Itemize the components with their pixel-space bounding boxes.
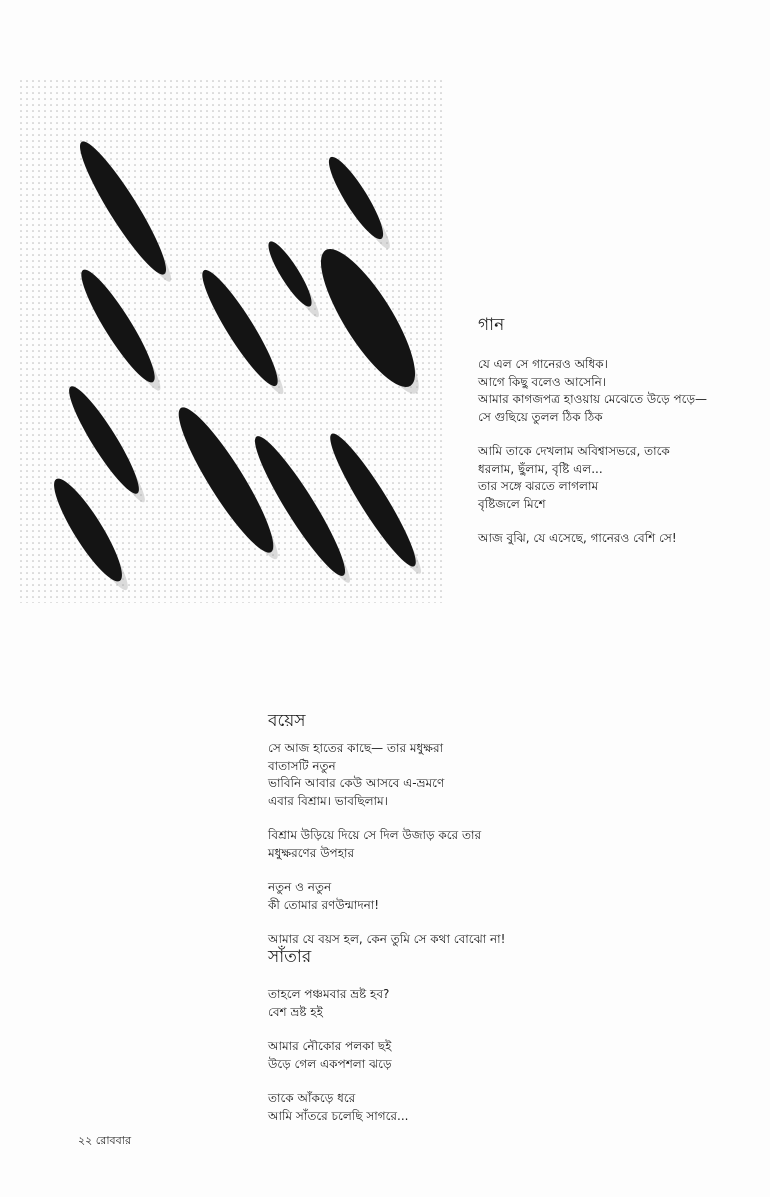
poem-line: সে আজ হাতের কাছে— তার মধুক্ষরা [268, 741, 444, 755]
stanza [268, 740, 505, 810]
stanza [268, 986, 408, 1021]
poem-gaan [478, 312, 707, 565]
poem-line: আমার যে বয়স হল, কেন তুমি সে কথা বোঝো না! [268, 932, 506, 946]
stanza [268, 1038, 408, 1073]
poem-line: উড়ে গেল একপশলা ঝড়ে [268, 1056, 392, 1071]
poem-line: আমার কাগজপত্র হাওয়ায় মেঝেতে উড়ে পড়ে— [478, 392, 708, 406]
poem-line: যে এল সে গানেরও অধিক। [478, 357, 608, 371]
poem-line: বাতাসটি নতুন [268, 758, 336, 773]
poem-line: ভাবিনি আবার কেউ আসবে এ-ভ্রমণে [268, 776, 445, 790]
stanza [478, 356, 707, 426]
poem-line: বৃষ্টিজলে মিশে [478, 496, 546, 511]
stanza [268, 1090, 408, 1125]
poem-line: কী তোমার রণউন্মাদনা! [268, 897, 380, 912]
ink-rain-illustration [18, 78, 443, 603]
stanza [268, 827, 505, 862]
poem-line: বেশ ভ্রষ্ট হই [268, 1004, 323, 1019]
poem-line: আমি সাঁতরে চলেছি সাগরে... [268, 1108, 409, 1123]
poem-line: তাহলে পঞ্চমবার ভ্রষ্ট হব? [268, 987, 390, 1001]
poem-line: তাকে আঁকড়ে ধরে [268, 1091, 356, 1105]
stanza [478, 443, 707, 513]
page-folio: ২২ রোববার [78, 1134, 131, 1147]
poem-line: তার সঙ্গে ঝরতে লাগলাম [478, 479, 599, 493]
poem-line: আগে কিছু বলেও আসেনি। [478, 374, 607, 389]
poem-line: ধরলাম, ছুঁলাম, বৃষ্টি এল... [478, 461, 603, 476]
stanza [478, 530, 707, 548]
poem-line: এবার বিশ্রাম। ভাবছিলাম। [268, 793, 388, 808]
poem-title: গান [478, 315, 505, 335]
poem-line: আজ বুঝি, যে এসেছে, গানেরও বেশি সে! [478, 531, 677, 545]
poem-boyes [268, 708, 505, 966]
poem-title: বয়েস [268, 711, 306, 731]
poem-saatar [268, 944, 408, 1142]
poem-line: মধুক্ষরণের উপহার [268, 845, 355, 860]
poem-line: বিশ্রাম উড়িয়ে দিয়ে সে দিল উজাড় করে তার [268, 828, 482, 842]
poem-line: সে গুছিয়ে তুলল ঠিক ঠিক [478, 409, 603, 424]
poem-line: আমার নৌকোর পলকা ছই [268, 1039, 392, 1053]
poem-line: আমি তাকে দেখলাম অবিশ্বাসভরে, তাকে [478, 444, 670, 458]
stanza [268, 879, 505, 914]
poem-line: নতুন ও নতুন [268, 880, 332, 894]
poem-title: সাঁতার [268, 947, 312, 967]
